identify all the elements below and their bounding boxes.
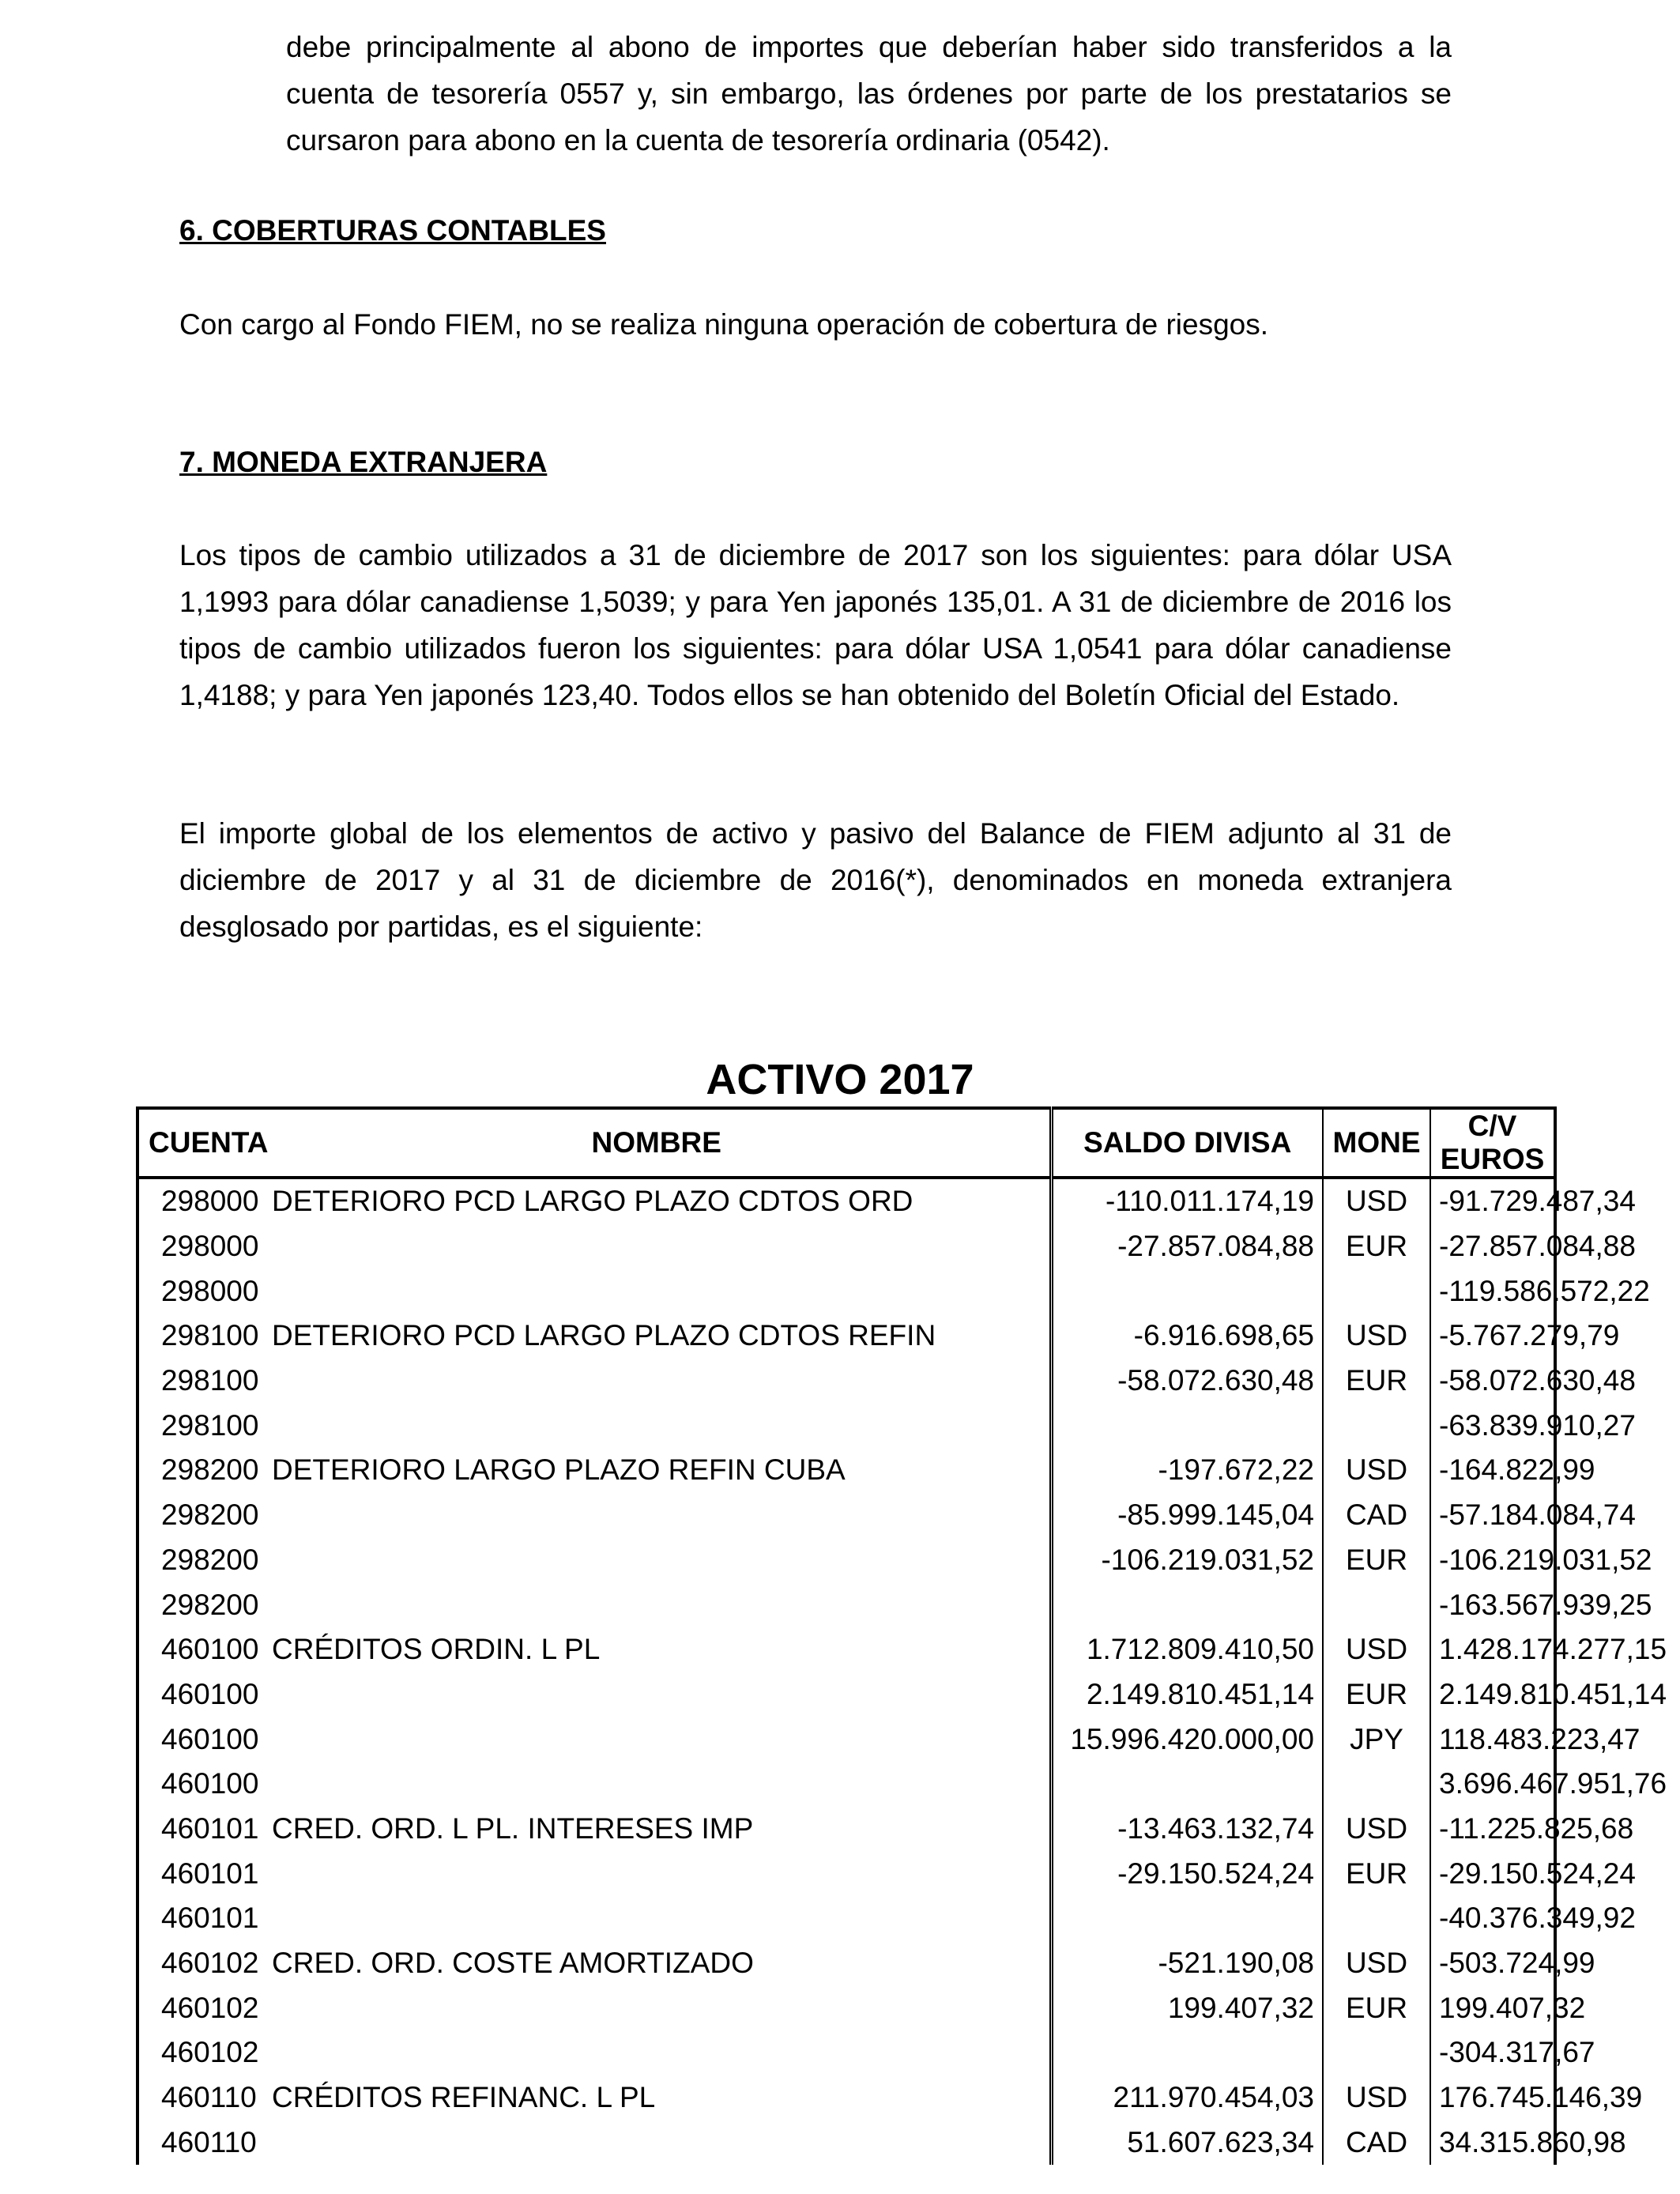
cell-cv-euros: 199.407,32 <box>1430 1985 1555 2030</box>
cell-moneda: EUR <box>1323 1672 1430 1717</box>
cell-cv-euros: -119.586.572,22 <box>1430 1269 1555 1314</box>
section-6-text: Con cargo al Fondo FIEM, no se realiza ninguna operación de cobertura de riesgos. <box>179 308 1269 341</box>
cell-nombre <box>264 2030 1051 2075</box>
cell-moneda: EUR <box>1323 1985 1430 2030</box>
table-row <box>137 1717 1555 1762</box>
cell-cuenta: 298200 <box>137 1493 264 1538</box>
cell-cv-euros: -503.724,99 <box>1430 1941 1555 1986</box>
cell-saldo-divisa: -13.463.132,74 <box>1051 1807 1323 1852</box>
table-row <box>137 1178 1555 1224</box>
cell-cv-euros: 34.315.860,98 <box>1430 2120 1555 2165</box>
balance-intro-paragraph: El importe global de los elementos de activo y pasivo del Balance de FIEM adjunto al 31 de diciembre de 2017 y al 31 de diciembre de 2016(*), denominados en moneda extranjera desglosado por partidas, es el siguiente: <box>179 817 1452 943</box>
cell-moneda <box>1323 1762 1430 1807</box>
cell-saldo-divisa: 211.970.454,03 <box>1051 2075 1323 2120</box>
cell-moneda: USD <box>1323 1314 1430 1359</box>
cell-nombre: DETERIORO PCD LARGO PLAZO CDTOS REFIN <box>272 1319 936 1352</box>
cell-moneda: CAD <box>1323 1493 1430 1538</box>
table-row <box>137 1851 1555 1896</box>
cell-nombre: CRÉDITOS REFINANC. L PL <box>272 2081 656 2114</box>
cell-cuenta: 460102 <box>137 1985 264 2030</box>
cell-cuenta: 298100 <box>137 1403 264 1448</box>
table-header-row <box>137 1108 1555 1178</box>
cell-saldo-divisa: -106.219.031,52 <box>1051 1538 1323 1583</box>
cell-cv-euros: -91.729.487,34 <box>1430 1178 1555 1224</box>
cell-nombre: DETERIORO LARGO PLAZO REFIN CUBA <box>272 1453 846 1487</box>
cell-moneda: EUR <box>1323 1224 1430 1269</box>
cell-cuenta: 460100 <box>137 1627 264 1672</box>
table-row <box>137 1941 1555 1986</box>
table-row <box>137 1538 1555 1583</box>
cell-nombre <box>264 1403 1051 1448</box>
header-moneda: MONE <box>1323 1108 1430 1178</box>
cell-cuenta: 298100 <box>137 1314 264 1359</box>
table-row <box>137 2120 1555 2165</box>
cell-nombre <box>264 1582 1051 1627</box>
cell-nombre <box>264 1896 1051 1941</box>
cell-cv-euros: -57.184.084,74 <box>1430 1493 1555 1538</box>
table-row <box>137 2030 1555 2075</box>
cell-cuenta: 460110 <box>137 2120 264 2165</box>
cell-cv-euros: -304.317,67 <box>1430 2030 1555 2075</box>
cell-saldo-divisa: -58.072.630,48 <box>1051 1359 1323 1404</box>
cell-cv-euros: -63.839.910,27 <box>1430 1403 1555 1448</box>
cell-moneda: USD <box>1323 1448 1430 1493</box>
cell-moneda: USD <box>1323 1941 1430 1986</box>
cell-cv-euros: 1.428.174.277,15 <box>1430 1627 1555 1672</box>
table-row <box>137 1582 1555 1627</box>
cell-saldo-divisa: -29.150.524,24 <box>1051 1851 1323 1896</box>
cell-saldo-divisa: -85.999.145,04 <box>1051 1493 1323 1538</box>
cell-moneda <box>1323 1896 1430 1941</box>
cell-cv-euros: 176.745.146,39 <box>1430 2075 1555 2120</box>
cell-moneda: EUR <box>1323 1851 1430 1896</box>
cell-nombre: CRED. ORD. COSTE AMORTIZADO <box>272 1947 754 1980</box>
cell-nombre <box>264 1851 1051 1896</box>
header-cuenta: CUENTA <box>137 1108 264 1178</box>
cell-saldo-divisa <box>1051 1403 1323 1448</box>
cell-saldo-divisa: -27.857.084,88 <box>1051 1224 1323 1269</box>
activo-table <box>136 1106 1667 2165</box>
cell-moneda: EUR <box>1323 1359 1430 1404</box>
cell-cv-euros: -11.225.825,68 <box>1430 1807 1555 1852</box>
cell-cuenta: 298100 <box>137 1359 264 1404</box>
cell-cuenta: 460101 <box>137 1807 264 1852</box>
table-title: ACTIVO 2017 <box>706 1056 974 1103</box>
cell-nombre <box>264 1269 1051 1314</box>
table-row <box>137 1493 1555 1538</box>
cell-saldo-divisa: -6.916.698,65 <box>1051 1314 1323 1359</box>
cell-saldo-divisa: 199.407,32 <box>1051 1985 1323 2030</box>
cell-cv-euros: -163.567.939,25 <box>1430 1582 1555 1627</box>
cell-cuenta: 460110 <box>137 2075 264 2120</box>
cell-saldo-divisa: -197.672,22 <box>1051 1448 1323 1493</box>
table-row <box>137 1314 1555 1359</box>
cell-moneda: USD <box>1323 1627 1430 1672</box>
cell-nombre: CRED. ORD. L PL. INTERESES IMP <box>272 1811 754 1845</box>
cell-moneda <box>1323 2030 1430 2075</box>
table-body <box>137 1178 1667 2165</box>
table-row <box>137 1403 1555 1448</box>
cell-nombre <box>264 1359 1051 1404</box>
table-row <box>137 1269 1555 1314</box>
table-row <box>137 1627 1555 1672</box>
cell-moneda <box>1323 1269 1430 1314</box>
intro-paragraph: debe principalmente al abono de importes que deberían haber sido transferidos a la cuenta de tesorería 0557 y, sin embargo, las órdenes por parte de los prestatarios se cursaron para abono en la cuenta de tesorería ordinaria (0542). <box>286 31 1452 156</box>
cell-cuenta: 298000 <box>137 1269 264 1314</box>
cell-moneda: EUR <box>1323 1538 1430 1583</box>
cell-moneda: JPY <box>1323 1717 1430 1762</box>
cell-cuenta: 460101 <box>137 1851 264 1896</box>
header-cv-euros: C/V EUROS <box>1430 1108 1555 1178</box>
cell-nombre <box>264 1717 1051 1762</box>
table-row <box>137 1448 1555 1493</box>
cell-cuenta: 460100 <box>137 1717 264 1762</box>
cell-saldo-divisa: 15.996.420.000,00 <box>1051 1717 1323 1762</box>
cell-nombre <box>264 1224 1051 1269</box>
section-7-heading: 7. MONEDA EXTRANJERA <box>179 446 548 478</box>
cell-nombre <box>264 1985 1051 2030</box>
cell-nombre: DETERIORO PCD LARGO PLAZO CDTOS ORD <box>272 1185 913 1218</box>
section-6-heading: 6. COBERTURAS CONTABLES <box>179 214 606 247</box>
cell-saldo-divisa: -110.011.174,19 <box>1051 1178 1323 1224</box>
cell-cv-euros: -40.376.349,92 <box>1430 1896 1555 1941</box>
cell-nombre <box>264 1493 1051 1538</box>
cell-saldo-divisa <box>1051 2030 1323 2075</box>
cell-cuenta: 460102 <box>137 2030 264 2075</box>
cell-cv-euros: 3.696.467.951,76 <box>1430 1762 1555 1807</box>
cell-cv-euros: -5.767.279,79 <box>1430 1314 1555 1359</box>
table-row <box>137 1807 1555 1852</box>
cell-saldo-divisa: 2.149.810.451,14 <box>1051 1672 1323 1717</box>
cell-cuenta: 460100 <box>137 1672 264 1717</box>
cell-nombre <box>264 1762 1051 1807</box>
header-saldo-divisa: SALDO DIVISA <box>1051 1108 1323 1178</box>
cell-cv-euros: -27.857.084,88 <box>1430 1224 1555 1269</box>
table-row <box>137 2075 1555 2120</box>
cell-moneda: USD <box>1323 2075 1430 2120</box>
cell-cuenta: 298000 <box>137 1224 264 1269</box>
cell-nombre <box>264 2120 1051 2165</box>
cell-saldo-divisa <box>1051 1762 1323 1807</box>
cell-moneda <box>1323 1582 1430 1627</box>
cell-cv-euros: -58.072.630,48 <box>1430 1359 1555 1404</box>
cell-saldo-divisa <box>1051 1582 1323 1627</box>
exchange-rates-paragraph: Los tipos de cambio utilizados a 31 de diciembre de 2017 son los siguientes: para dólar USA 1,1993 para dólar canadiense 1,5039; y para Yen japonés 135,01. A 31 de diciembre de 2016 los tipos de cambio utilizados fueron los siguientes: para dólar USA 1,0541 para dólar canadiense 1,4188; y para Yen japonés 123,40. Todos ellos se han obtenido del Boletín Oficial del Estado. <box>179 539 1452 711</box>
cell-moneda: USD <box>1323 1807 1430 1852</box>
cell-nombre: CRÉDITOS ORDIN. L PL <box>272 1633 601 1666</box>
table-row <box>137 1762 1555 1807</box>
cell-cuenta: 298200 <box>137 1582 264 1627</box>
cell-cuenta: 460101 <box>137 1896 264 1941</box>
cell-nombre <box>264 1672 1051 1717</box>
cell-saldo-divisa: 51.607.623,34 <box>1051 2120 1323 2165</box>
cell-cv-euros: -29.150.524,24 <box>1430 1851 1555 1896</box>
table-row <box>137 1672 1555 1717</box>
cell-cv-euros: 118.483.223,47 <box>1430 1717 1555 1762</box>
cell-cv-euros: -106.219.031,52 <box>1430 1538 1555 1583</box>
cell-cuenta: 298200 <box>137 1538 264 1583</box>
cell-moneda: CAD <box>1323 2120 1430 2165</box>
cell-cuenta: 298200 <box>137 1448 264 1493</box>
table-row <box>137 1896 1555 1941</box>
cell-nombre <box>264 1538 1051 1583</box>
cell-cuenta: 298000 <box>137 1178 264 1224</box>
cell-saldo-divisa <box>1051 1896 1323 1941</box>
table-row <box>137 1224 1555 1269</box>
cell-saldo-divisa: -521.190,08 <box>1051 1941 1323 1986</box>
cell-cuenta: 460100 <box>137 1762 264 1807</box>
cell-cv-euros: -164.822,99 <box>1430 1448 1555 1493</box>
cell-saldo-divisa <box>1051 1269 1323 1314</box>
table-row <box>137 1985 1555 2030</box>
cell-moneda <box>1323 1403 1430 1448</box>
cell-saldo-divisa: 1.712.809.410,50 <box>1051 1627 1323 1672</box>
cell-moneda: USD <box>1323 1178 1430 1224</box>
table-row <box>137 1359 1555 1404</box>
header-nombre: NOMBRE <box>264 1108 1051 1178</box>
cell-cv-euros: 2.149.810.451,14 <box>1430 1672 1555 1717</box>
cell-cuenta: 460102 <box>137 1941 264 1986</box>
